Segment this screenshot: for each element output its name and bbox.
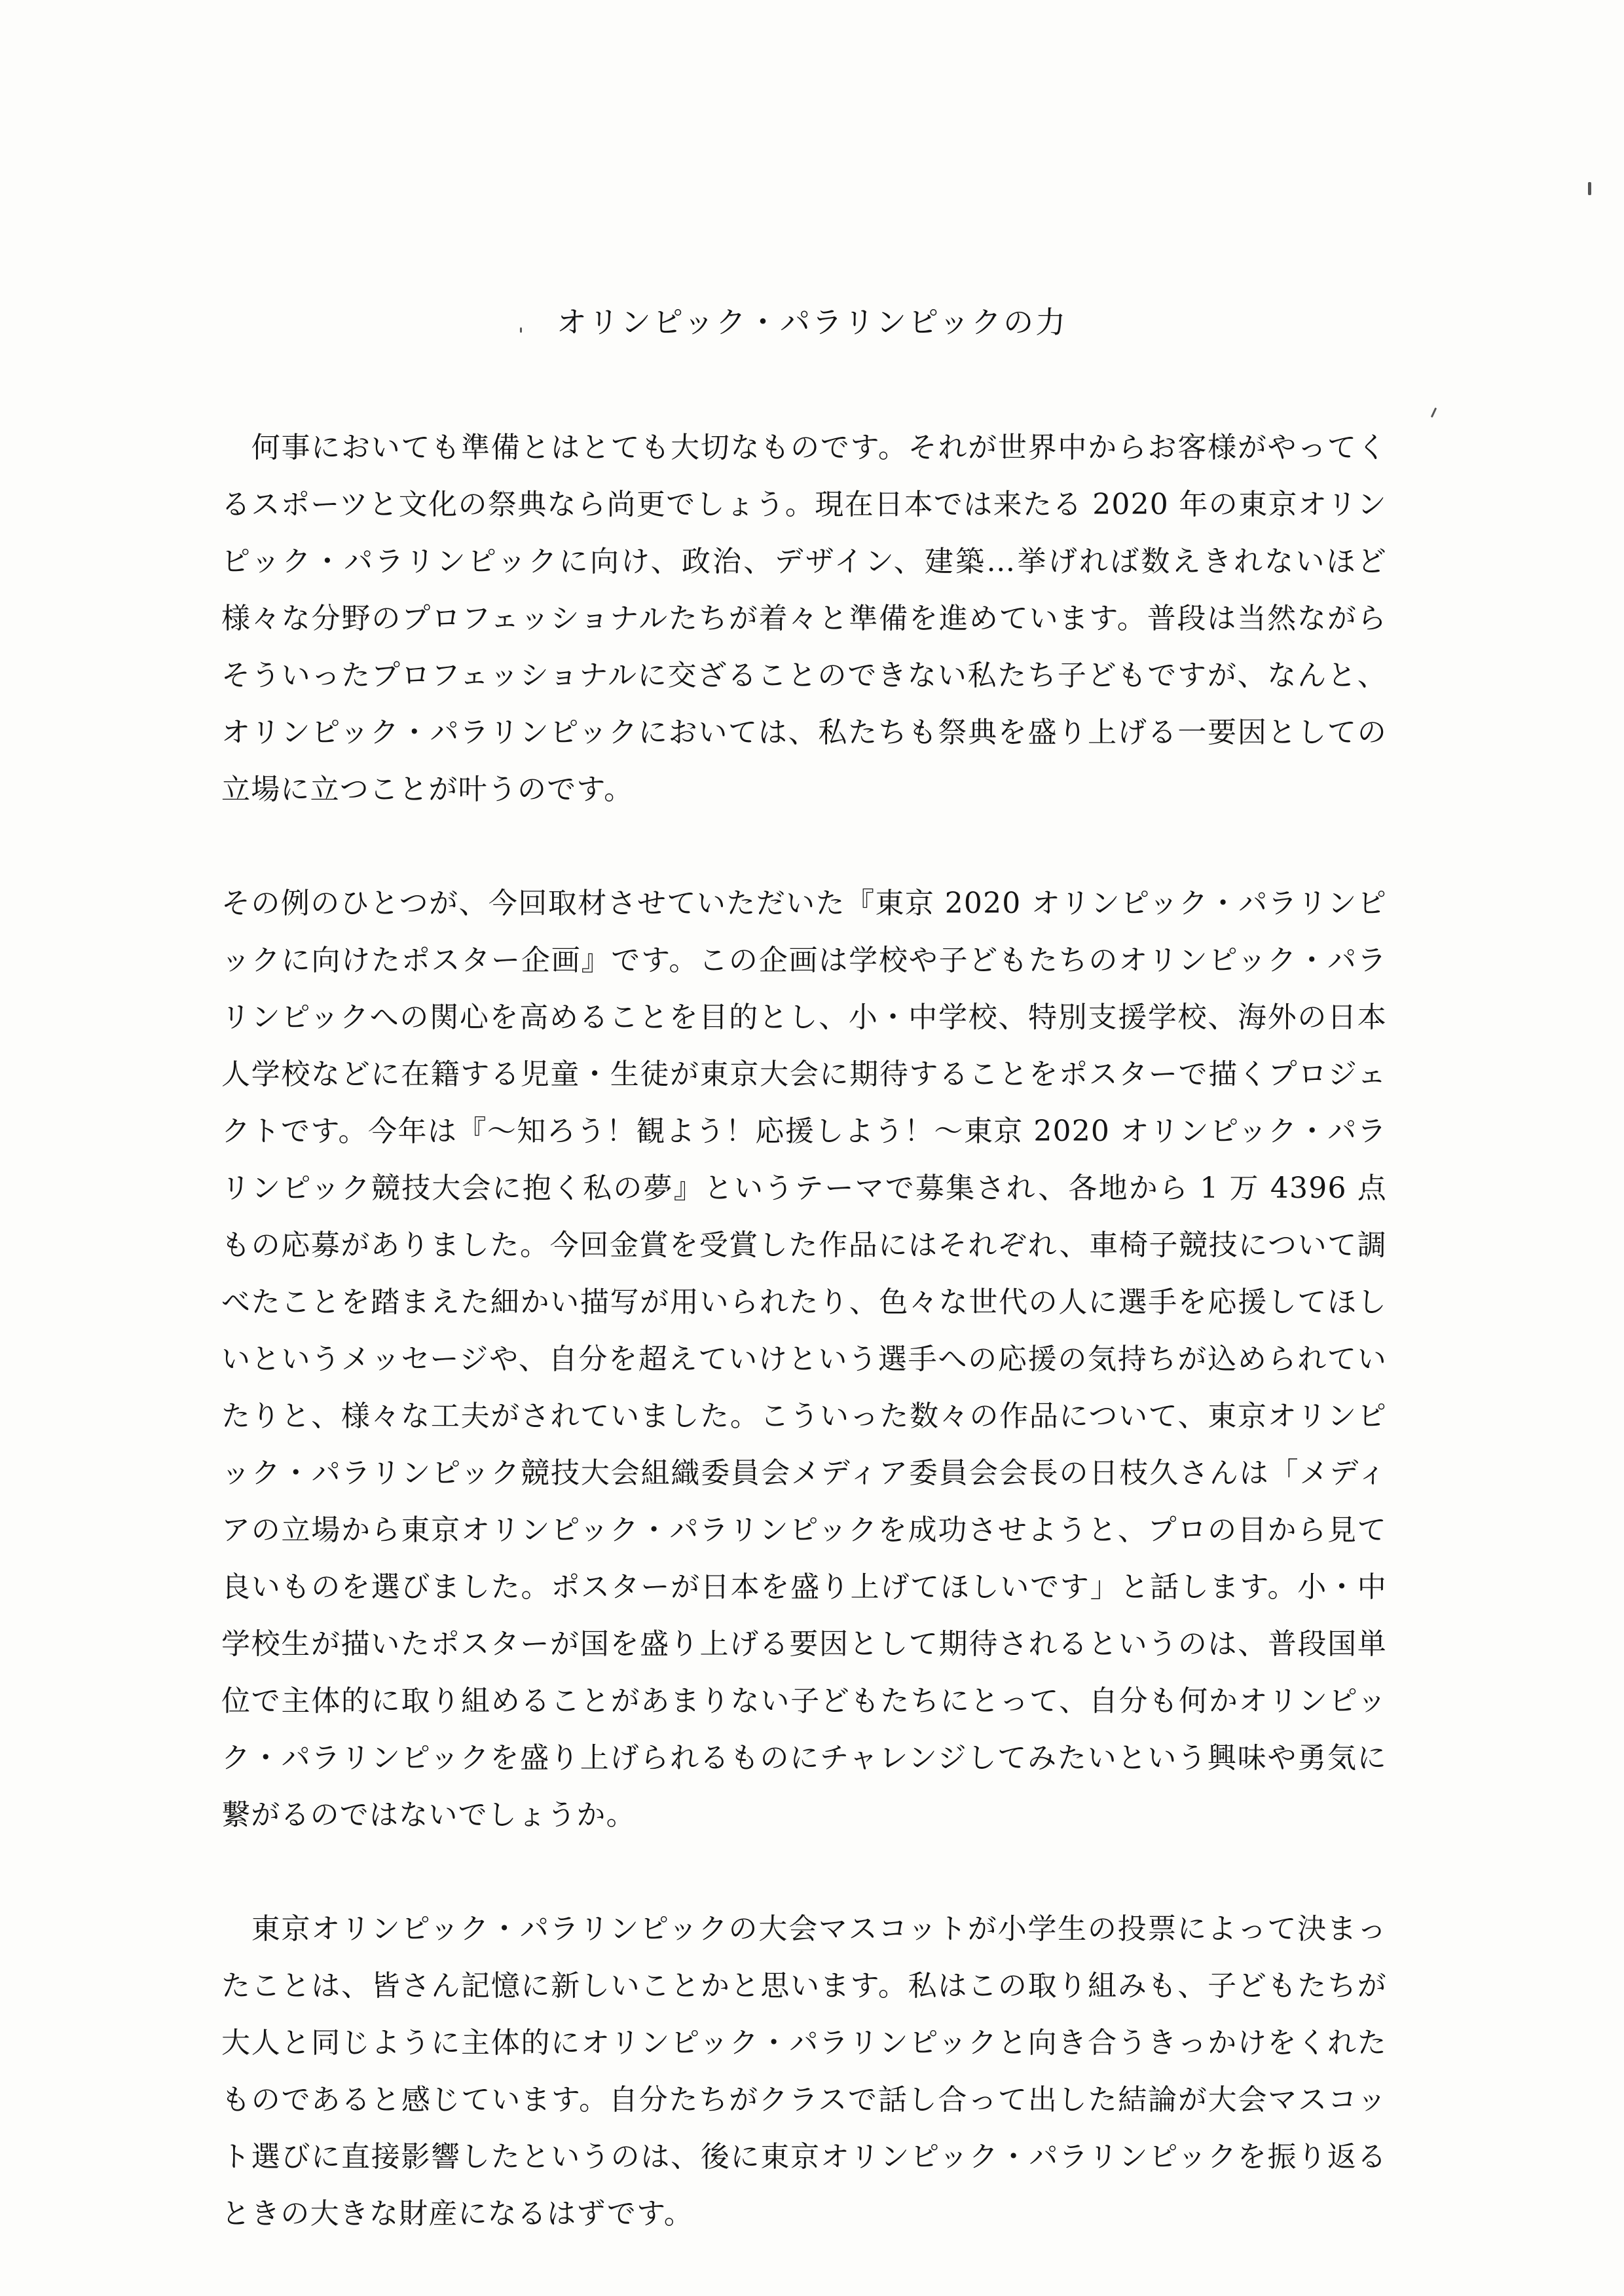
scan-speck bbox=[1588, 182, 1591, 195]
document-body bbox=[221, 419, 1387, 2242]
paragraph-poster-project: その例のひとつが、今回取材させていただいた『東京 2020 オリンピック・パラリンピックに向けたポスター企画』です。この企画は学校や子どもたちのオリンピック・パラリンピックへの関心を高めることを目的とし、小・中学校、特別支援学校、海外の日本人学校などに在籍する児童・生徒が東京大会に期待することをポスターで描くプロジェクトです。今年は『～知ろう！観よう！応援しよう！～東京 2020 オリンピック・パラリンピック競技大会に抱く私の夢』というテーマで募集され、各地から 1 万 4396 点もの応募がありました。今回金賞を受賞した作品にはそれぞれ、車椅子競技について調べたことを踏まえた細かい描写が用いられたり、色々な世代の人に選手を応援してほしいというメッセージや、自分を超えていけという選手への応援の気持ちが込められていたりと、様々な工夫がされていました。こういった数々の作品について、東京オリンピック・パラリンピック競技大会組織委員会メディア委員会会長の日枝久さんは「メディアの立場から東京オリンピック・パラリンピックを成功させようと、プロの目から見て良いものを選びました。ポスターが日本を盛り上げてほしいです」と話します。小・中学校生が描いたポスターが国を盛り上げる要因として期待されるというのは、普段国単位で主体的に取り組めることがあまりない子どもたちにとって、自分も何かオリンピック・パラリンピックを盛り上げられるものにチャレンジしてみたいという興味や勇気に繋がるのではないでしょうか。 bbox=[221, 887, 1387, 1832]
scan-speck bbox=[1431, 407, 1437, 418]
document-title: オリンピック・パラリンピックの力 bbox=[556, 305, 1068, 340]
paragraph-intro: 何事においても準備とはとても大切なものです。それが世界中からお客様がやってくるスポーツと文化の祭典なら尚更でしょう。現在日本では来たる 2020 年の東京オリンピック・パラリンピックに向け、政治、デザイン、建築…挙げれば数えきれないほど様々な分野のプロフェッショナルたちが着々と準備を進めています。普段は当然ながらそういったプロフェッショナルに交ざることのできない私たち子どもですが、なんと、オリンピック・パラリンピックにおいては、私たちも祭典を盛り上げる一要因としての立場に立つことが叶うのです。 bbox=[221, 431, 1387, 806]
paragraph-mascot: 東京オリンピック・パラリンピックの大会マスコットが小学生の投票によって決まったことは、皆さん記憶に新しいことかと思います。私はこの取り組みも、子どもたちが大人と同じように主体的にオリンピック・パラリンピックと向き合うきっかけをくれたものであると感じています。自分たちがクラスで話し合って出した結論が大会マスコット選びに直接影響したというのは、後に東京オリンピック・パラリンピックを振り返るときの大きな財産になるはずです。 bbox=[221, 1912, 1387, 2231]
